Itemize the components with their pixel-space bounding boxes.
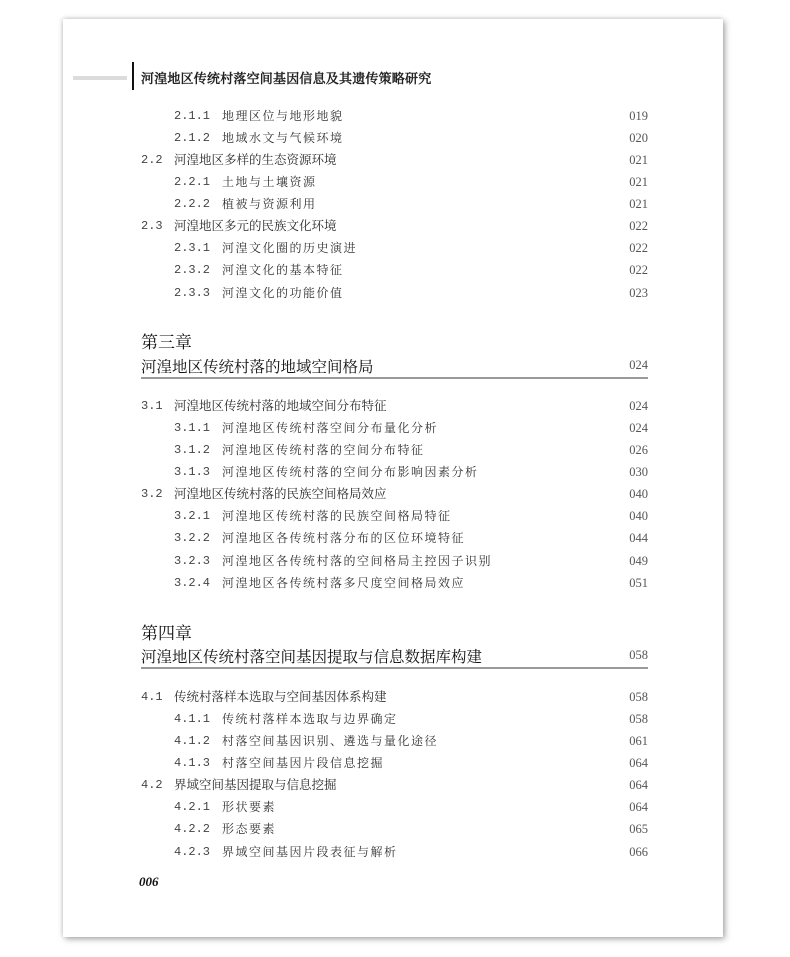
toc-entry[interactable] xyxy=(141,819,648,839)
entry-number: 2.3 xyxy=(141,219,163,233)
entry-title: 传统村落样本选取与边界确定 xyxy=(222,712,398,726)
entry-title: 河湟地区多样的生态资源环境 xyxy=(174,152,337,167)
entry-number: 2.3.1 xyxy=(174,241,211,255)
entry-number: 2.1.2 xyxy=(174,131,211,145)
entry-title: 河湟文化的基本特征 xyxy=(222,263,344,277)
toc-entry[interactable] xyxy=(141,797,648,817)
toc-entry[interactable] xyxy=(141,260,648,280)
toc-entry[interactable] xyxy=(141,551,648,571)
entry-title: 河湟地区各传统村落多尺度空间格局效应 xyxy=(222,576,466,590)
entry-title: 界域空间基因提取与信息挖掘 xyxy=(174,777,337,792)
toc-entry[interactable] xyxy=(141,573,648,593)
entry-number: 2.3.2 xyxy=(174,263,211,277)
entry-title: 河湟地区各传统村落分布的区位环境特征 xyxy=(222,531,466,545)
entry-title: 河湟地区传统村落的民族空间格局特征 xyxy=(222,509,452,523)
entry-page: 058 xyxy=(629,712,648,726)
entry-title: 植被与资源利用 xyxy=(222,197,317,211)
chapter-3-title-row[interactable] xyxy=(141,355,648,379)
entry-title: 河湟地区传统村落空间分布量化分析 xyxy=(222,421,439,435)
toc-entry[interactable] xyxy=(141,418,648,438)
toc-entry[interactable] xyxy=(141,528,648,548)
toc-section-entry[interactable] xyxy=(141,216,648,236)
entry-page: 040 xyxy=(629,509,648,523)
entry-number: 2.2 xyxy=(141,153,163,167)
entry-number: 3.1.2 xyxy=(174,443,211,457)
toc-entry[interactable] xyxy=(141,238,648,258)
toc-section-entry[interactable] xyxy=(141,687,648,707)
entry-page: 064 xyxy=(629,778,648,792)
toc-section-entry[interactable] xyxy=(141,396,648,416)
chapter-4-title-row[interactable] xyxy=(141,645,648,669)
entry-page: 022 xyxy=(629,241,648,255)
entry-title: 传统村落样本选取与空间基因体系构建 xyxy=(174,689,387,704)
entry-number: 3.2.2 xyxy=(174,531,211,545)
entry-title: 河湟文化的功能价值 xyxy=(222,286,344,300)
entry-number: 3.2.1 xyxy=(174,509,211,523)
entry-number: 4.2.2 xyxy=(174,822,211,836)
chapter-4-page: 058 xyxy=(629,648,648,662)
entry-page: 064 xyxy=(629,756,648,770)
entry-title: 村落空间基因识别、遴选与量化途径 xyxy=(222,734,439,748)
toc-entry[interactable] xyxy=(141,709,648,729)
entry-title: 村落空间基因片段信息挖掘 xyxy=(222,756,385,770)
entry-page: 049 xyxy=(629,554,648,568)
entry-page: 019 xyxy=(629,109,648,123)
entry-title: 形状要素 xyxy=(222,800,277,814)
entry-page: 058 xyxy=(629,690,648,704)
entry-page: 022 xyxy=(629,219,648,233)
toc-entry[interactable] xyxy=(141,172,648,192)
entry-number: 2.3.3 xyxy=(174,286,211,300)
entry-title: 地域水文与气候环境 xyxy=(222,131,344,145)
entry-page: 024 xyxy=(629,421,648,435)
chapter-4-label: 第四章 xyxy=(141,624,192,644)
chapter-3-label: 第三章 xyxy=(141,333,192,353)
entry-number: 3.1 xyxy=(141,399,163,413)
entry-number: 3.1.1 xyxy=(174,421,211,435)
entry-title: 河湟地区传统村落的地域空间分布特征 xyxy=(174,398,387,413)
entry-number: 4.1.3 xyxy=(174,756,211,770)
chapter-4-title: 河湟地区传统村落空间基因提取与信息数据库构建 xyxy=(141,648,483,666)
entry-page: 066 xyxy=(629,845,648,859)
entry-page: 022 xyxy=(629,263,648,277)
toc-section-entry[interactable] xyxy=(141,150,648,170)
entry-page: 044 xyxy=(629,531,648,545)
toc-entry[interactable] xyxy=(141,731,648,751)
entry-title: 地理区位与地形地貌 xyxy=(222,109,344,123)
chapter-3-page: 024 xyxy=(629,358,648,372)
header-decorative-dash xyxy=(73,76,127,80)
toc-entry[interactable] xyxy=(141,128,648,148)
entry-page: 051 xyxy=(629,576,648,590)
toc-entry[interactable] xyxy=(141,106,648,126)
toc-entry[interactable] xyxy=(141,506,648,526)
entry-page: 023 xyxy=(629,286,648,300)
entry-number: 2.1.1 xyxy=(174,109,211,123)
folio-page-number: 006 xyxy=(139,874,159,889)
entry-page: 021 xyxy=(629,175,648,189)
chapter-3-title: 河湟地区传统村落的地域空间格局 xyxy=(141,358,374,376)
entry-number: 3.2.4 xyxy=(174,576,211,590)
entry-page: 065 xyxy=(629,822,648,836)
entry-number: 3.2.3 xyxy=(174,554,211,568)
toc-entry[interactable] xyxy=(141,842,648,862)
entry-title: 形态要素 xyxy=(222,822,277,836)
entry-page: 024 xyxy=(629,399,648,413)
entry-title: 河湟地区传统村落的空间分布影响因素分析 xyxy=(222,465,479,479)
entry-number: 2.2.2 xyxy=(174,197,211,211)
entry-number: 4.2.3 xyxy=(174,845,211,859)
entry-number: 4.2 xyxy=(141,778,163,792)
toc-entry[interactable] xyxy=(141,440,648,460)
entry-title: 河湟地区多元的民族文化环境 xyxy=(174,218,337,233)
entry-number: 3.1.3 xyxy=(174,465,211,479)
entry-number: 4.2.1 xyxy=(174,800,211,814)
toc-entry[interactable] xyxy=(141,462,648,482)
toc-section-entry[interactable] xyxy=(141,775,648,795)
entry-number: 3.2 xyxy=(141,487,163,501)
entry-number: 4.1 xyxy=(141,690,163,704)
entry-page: 064 xyxy=(629,800,648,814)
header-vertical-rule xyxy=(132,62,134,90)
entry-page: 061 xyxy=(629,734,648,748)
entry-title: 河湟地区各传统村落的空间格局主控因子识别 xyxy=(222,554,493,568)
entry-title: 河湟地区传统村落的民族空间格局效应 xyxy=(174,486,387,501)
entry-page: 026 xyxy=(629,443,648,457)
entry-number: 4.1.2 xyxy=(174,734,211,748)
entry-title: 土地与土壤资源 xyxy=(222,175,317,189)
entry-page: 040 xyxy=(629,487,648,501)
entry-title: 界域空间基因片段表征与解析 xyxy=(222,845,398,859)
entry-title: 河湟地区传统村落的空间分布特征 xyxy=(222,443,425,457)
running-header-title: 河湟地区传统村落空间基因信息及其遗传策略研究 xyxy=(141,72,432,87)
entry-title: 河湟文化圈的历史演进 xyxy=(222,241,358,255)
entry-number: 4.1.1 xyxy=(174,712,211,726)
entry-number: 2.2.1 xyxy=(174,175,211,189)
toc-entry[interactable] xyxy=(141,194,648,214)
entry-page: 030 xyxy=(629,465,648,479)
entry-page: 021 xyxy=(629,153,648,167)
toc-entry[interactable] xyxy=(141,753,648,773)
toc-section-entry[interactable] xyxy=(141,484,648,504)
toc-entry[interactable] xyxy=(141,283,648,303)
entry-page: 021 xyxy=(629,197,648,211)
entry-page: 020 xyxy=(629,131,648,145)
